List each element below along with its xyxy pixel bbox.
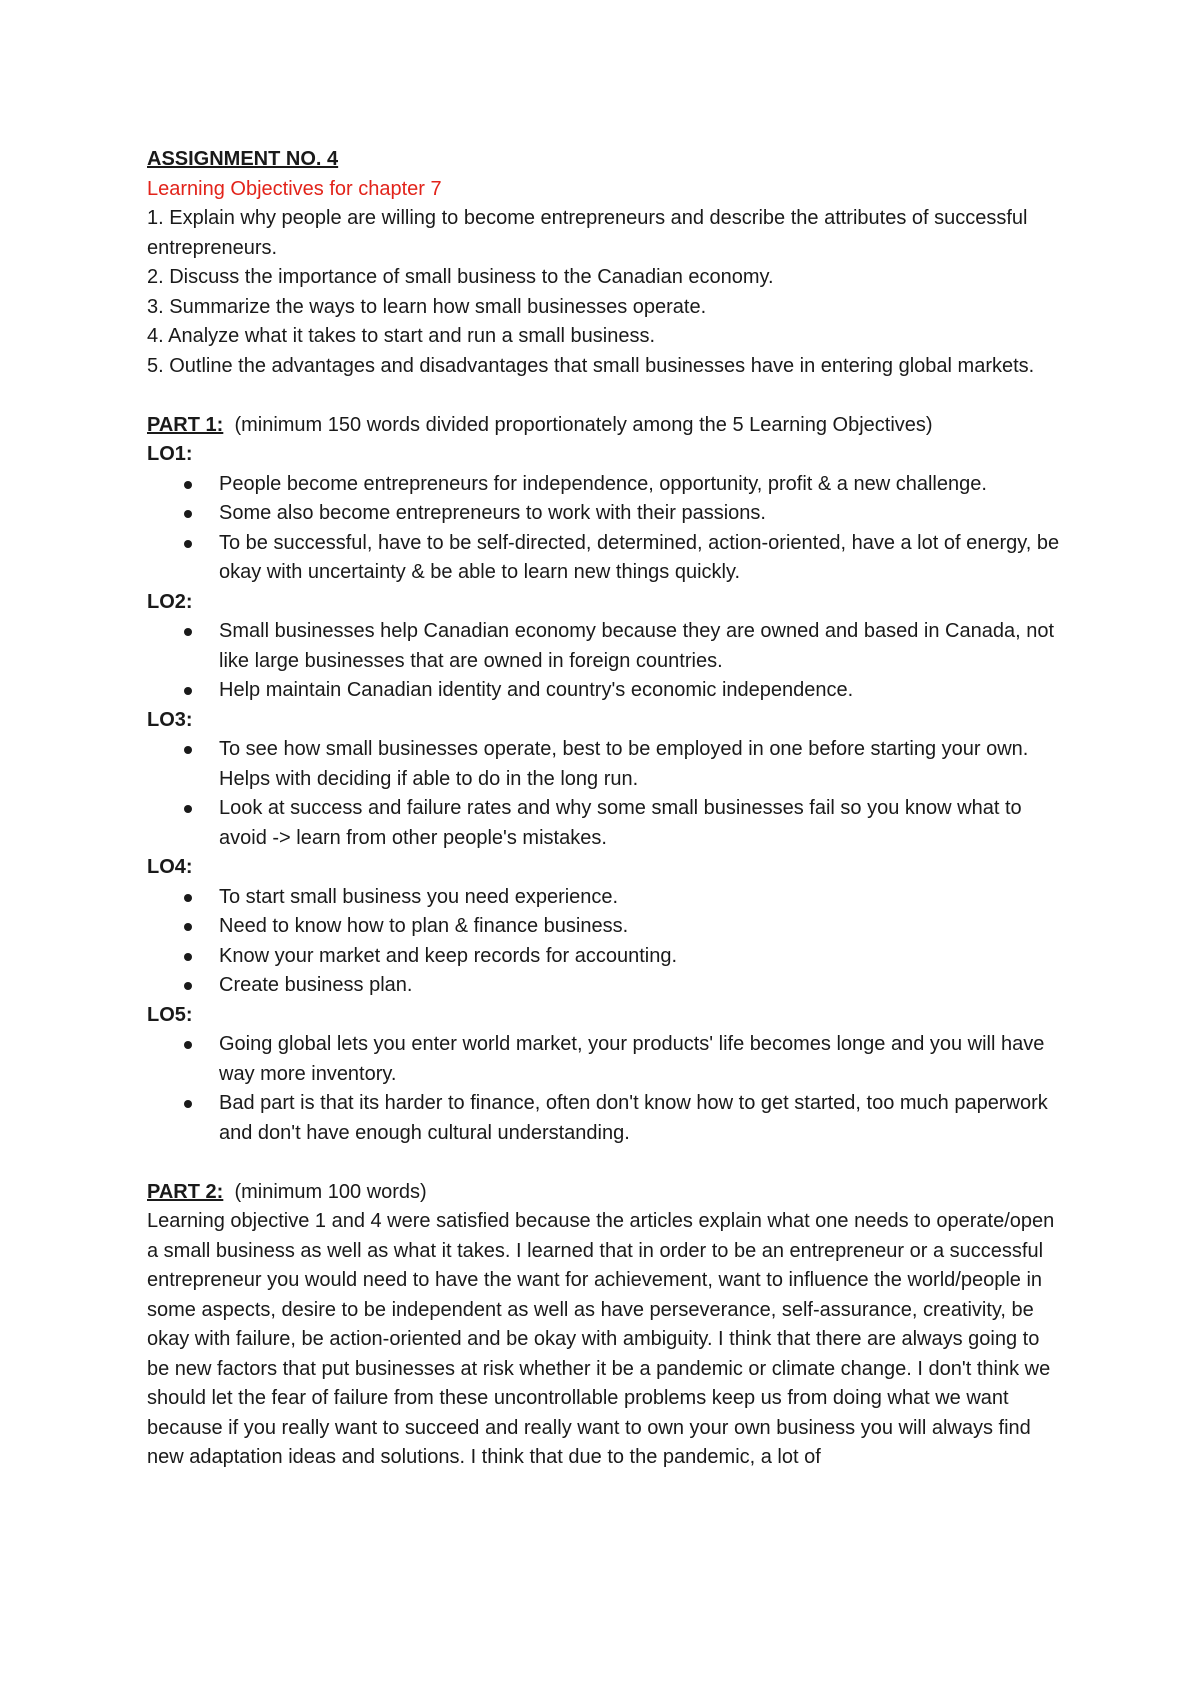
- lo4-heading: LO4:: [147, 856, 193, 878]
- list-item: Need to know how to plan & finance business.: [219, 912, 1067, 942]
- assignment-title: ASSIGNMENT NO. 4: [147, 148, 339, 170]
- lo5-heading: LO5:: [147, 1003, 193, 1026]
- bullet-icon: [184, 953, 192, 961]
- objective-item: 4. Analyze what it takes to start and run a small business.: [147, 325, 656, 347]
- lo1-list: [147, 470, 1067, 588]
- objective-item: 3. Summarize the ways to learn how small businesses operate.: [147, 295, 707, 318]
- objectives-list: [147, 204, 1067, 381]
- bullet-icon: [184, 746, 192, 754]
- lo3-heading: LO3:: [147, 708, 193, 731]
- objective-item: 1. Explain why people are willing to become entrepreneurs and describe the attributes of successful entrepreneurs.: [147, 207, 1028, 259]
- part2-body: Learning objective 1 and 4 were satisfied because the articles explain what one needs to operate/open a small business as well as what it takes. I learned that in order to be an entrepreneur or a successful entrepreneur you would need to have the want for achievement, want to influence the world/people in some aspects, desire to be independent as well as have perseverance, self-assurance, creativity, be okay with failure, be action-oriented and be okay with ambiguity. I think that there are always going to be new factors that put businesses at risk whether it be a pandemic or climate change. I don't think we should let the fear of failure from these uncontrollable problems keep us from doing what we want because if you really want to succeed and really want to own your own business you will always find new adaptation ideas and solutions. I think that due to the pandemic, a lot of: [147, 1210, 1055, 1468]
- part2-heading: [147, 1178, 1067, 1208]
- list-item: Help maintain Canadian identity and country's economic independence.: [219, 676, 1067, 706]
- part2-note: (minimum 100 words): [234, 1180, 427, 1203]
- part1-note: (minimum 150 words divided proportionately among the 5 Learning Objectives): [234, 413, 933, 436]
- part1-heading: [147, 411, 1067, 441]
- bullet-icon: [184, 628, 192, 636]
- objectives-subtitle: Learning Objectives for chapter 7: [147, 177, 442, 200]
- bullet-icon: [184, 982, 192, 990]
- list-item: To start small business you need experience.: [219, 883, 1067, 913]
- bullet-icon: [184, 687, 192, 695]
- list-item: Small businesses help Canadian economy because they are owned and based in Canada, not like large businesses that are owned in foreign countries.: [219, 617, 1067, 676]
- list-item: Bad part is that its harder to finance, often don't know how to get started, too much paperwork and don't have enough cultural understanding.: [219, 1089, 1067, 1148]
- list-item: Going global lets you enter world market, your products' life becomes longe and you will have way more inventory.: [219, 1030, 1067, 1089]
- list-item: Create business plan.: [219, 971, 1067, 1001]
- objective-item: 2. Discuss the importance of small business to the Canadian economy.: [147, 266, 774, 288]
- list-item: People become entrepreneurs for independence, opportunity, profit & a new challenge.: [219, 470, 1067, 500]
- bullet-icon: [184, 923, 192, 931]
- bullet-icon: [184, 894, 192, 902]
- list-item: To see how small businesses operate, best to be employed in one before starting your own. Helps with deciding if able to do in the long run.: [219, 735, 1067, 794]
- bullet-icon: [184, 510, 192, 518]
- lo4-list: [147, 883, 1067, 1001]
- list-item: Know your market and keep records for accounting.: [219, 942, 1067, 972]
- lo1-heading: LO1:: [147, 443, 193, 465]
- lo5-list: [147, 1030, 1067, 1148]
- part1-label: PART 1:: [147, 413, 224, 436]
- document-page: [147, 145, 1067, 1473]
- bullet-icon: [184, 540, 192, 548]
- lo2-list: [147, 617, 1067, 706]
- list-item: Look at success and failure rates and why some small businesses fail so you know what to avoid -> learn from other people's mistakes.: [219, 794, 1067, 853]
- bullet-icon: [184, 481, 192, 489]
- objective-item: 5. Outline the advantages and disadvantages that small businesses have in entering global markets.: [147, 354, 1035, 377]
- list-item: Some also become entrepreneurs to work with their passions.: [219, 499, 1067, 529]
- bullet-icon: [184, 1100, 192, 1108]
- bullet-icon: [184, 1041, 192, 1049]
- part2-label: PART 2:: [147, 1180, 224, 1203]
- lo3-list: [147, 735, 1067, 853]
- bullet-icon: [184, 805, 192, 813]
- lo2-heading: LO2:: [147, 590, 193, 613]
- list-item: To be successful, have to be self-directed, determined, action-oriented, have a lot of energy, be okay with uncertainty & be able to learn new things quickly.: [219, 529, 1067, 588]
